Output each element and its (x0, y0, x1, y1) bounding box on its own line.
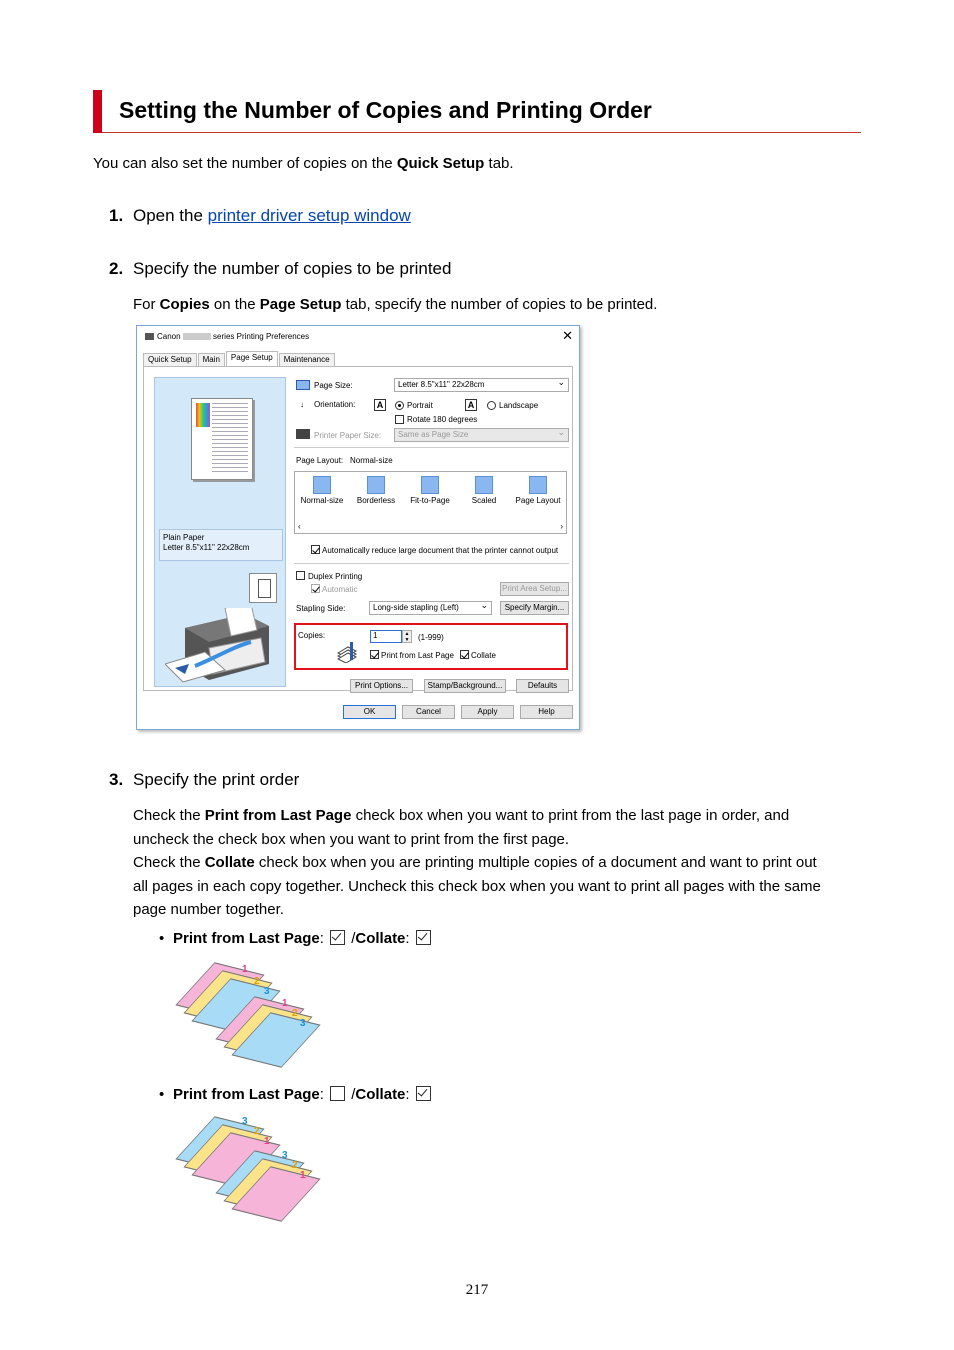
tab-quick-setup[interactable]: Quick Setup (143, 353, 197, 367)
landscape-radio[interactable] (487, 401, 496, 410)
normal-size-icon (313, 476, 331, 494)
printer-paper-size-select[interactable]: Same as Page Size ⌄ (394, 428, 569, 442)
page-number-label: 3 (242, 1116, 248, 1127)
desc-text: Check the (133, 854, 205, 871)
auto-reduce-checkbox[interactable] (311, 545, 320, 554)
step-2-description (133, 293, 657, 317)
rotate-180-checkbox[interactable] (395, 415, 404, 424)
page-number-label: 2 (292, 1160, 298, 1171)
layout-label: Page Layout (515, 496, 561, 505)
collated-forward-order-illustration (178, 1112, 318, 1217)
page-setup-panel (143, 366, 573, 691)
step-number: 1. (109, 206, 124, 225)
auto-reduce-label: Automatically reduce large document that the printer cannot output (322, 546, 559, 555)
duplex-printing-checkbox[interactable] (296, 571, 305, 580)
redacted-model-block (183, 333, 211, 340)
page-layout-list (294, 471, 567, 534)
intro-text: You can also set the number of copies on the (93, 155, 397, 172)
page-number-label: 2 (254, 976, 260, 987)
intro-paragraph (93, 152, 514, 176)
scroll-left-icon[interactable]: ‹ (298, 522, 301, 531)
page-layout-value: Normal-size (350, 456, 393, 465)
bullet-label: Print from Last Page (173, 930, 320, 947)
divider (294, 447, 569, 448)
paper-info-box (159, 529, 283, 561)
print-from-last-page-checkbox[interactable] (370, 650, 379, 659)
intro-bold: Quick Setup (396, 155, 485, 172)
page-number-label: 1 (282, 998, 288, 1009)
portrait-label: Portrait (407, 401, 433, 410)
copies-stack-icon (336, 641, 358, 663)
layout-fit-to-page[interactable] (405, 476, 455, 505)
bullet-dot: • (159, 930, 165, 947)
rotate-180-label: Rotate 180 degrees (407, 415, 478, 424)
layout-scaled[interactable] (459, 476, 509, 505)
bullet-label: Print from Last Page (173, 1086, 320, 1103)
copies-spinner-arrows-icon[interactable]: ▲ ▼ (402, 630, 412, 643)
page-number-label: 1 (300, 1170, 306, 1181)
bullet-label: Collate (355, 1086, 406, 1103)
page-layout-label: Page Layout: (296, 456, 344, 465)
layout-label: Fit-to-Page (410, 496, 450, 505)
orientation-label: Orientation: (314, 400, 356, 409)
desc-line: uncheck the check box when you want to print from the first page. (133, 830, 570, 848)
paper-orientation-icon (249, 573, 277, 603)
apply-button[interactable]: Apply (461, 705, 514, 719)
collated-reverse-order-illustration (178, 958, 318, 1063)
copies-highlight-box (294, 623, 568, 670)
bullet-sep: : (319, 1086, 329, 1103)
tab-maintenance[interactable]: Maintenance (279, 353, 335, 367)
divider (294, 563, 569, 564)
step-number: 3. (109, 770, 124, 789)
title-underline (102, 132, 861, 133)
paper-size-text: Letter 8.5"x11" 22x28cm (163, 543, 250, 552)
duplex-printing-label: Duplex Printing (308, 572, 363, 581)
bullet-label: Collate (355, 930, 406, 947)
help-button[interactable]: Help (520, 705, 573, 719)
defaults-button[interactable]: Defaults (516, 679, 569, 693)
layout-normal-size[interactable] (297, 476, 347, 505)
page-number: 217 (465, 1282, 489, 1298)
bullet-sep: / (347, 930, 356, 947)
tab-page-setup[interactable]: Page Setup (226, 351, 278, 366)
copies-label: Copies: (298, 631, 326, 640)
landscape-label: Landscape (499, 401, 539, 410)
desc-bold: Collate (204, 854, 255, 871)
checked-box-icon (416, 1086, 431, 1101)
page-number-label: 3 (264, 986, 270, 997)
page-number-label: 2 (292, 1008, 298, 1019)
fit-to-page-icon (421, 476, 439, 494)
ok-button[interactable]: OK (343, 705, 396, 719)
page-size-select[interactable]: Letter 8.5"x11" 22x28cm ⌄ (394, 378, 569, 392)
desc-line (133, 851, 821, 875)
portrait-a-icon: A (374, 399, 386, 411)
checked-box-icon (330, 930, 345, 945)
specify-margin-button[interactable]: Specify Margin... (500, 601, 569, 615)
step-number: 2. (109, 259, 124, 278)
desc-text: tab, specify the number of copies to be printed. (341, 296, 658, 313)
step-text: Specify the number of copies to be printed (133, 259, 452, 278)
tab-main[interactable]: Main (198, 353, 225, 367)
layout-label: Borderless (356, 496, 396, 505)
automatic-checkbox[interactable] (311, 584, 320, 593)
page-preview-thumbnail (191, 398, 253, 480)
desc-line: page number together. (133, 901, 284, 918)
bullet-dot: • (159, 1086, 165, 1103)
printing-preferences-dialog (136, 325, 580, 730)
dialog-title-brand: Canon (157, 332, 181, 341)
unchecked-box-icon (330, 1086, 345, 1101)
orientation-arrow-icon: ↓ (300, 400, 304, 409)
step-text: Open the (133, 206, 208, 225)
bullet-sep: : (405, 1086, 414, 1103)
printer-paper-icon (296, 429, 310, 439)
layout-page-layout[interactable] (513, 476, 563, 505)
dialog-title (145, 332, 309, 341)
collate-label: Collate (471, 651, 496, 660)
dialog-tabs (143, 353, 336, 367)
page-layout-icon (529, 476, 547, 494)
layout-label: Scaled (471, 496, 497, 505)
page-size-icon (296, 380, 310, 390)
bullet-sep: / (347, 1086, 356, 1103)
layout-borderless[interactable] (351, 476, 401, 505)
print-from-last-page-label: Print from Last Page (381, 651, 454, 660)
page-number-label: 3 (282, 1150, 288, 1161)
desc-text: For (133, 296, 160, 313)
copies-input[interactable]: 1 (370, 630, 402, 643)
collate-checkbox[interactable] (460, 650, 469, 659)
print-area-setup-button[interactable]: Print Area Setup... (500, 582, 569, 596)
layout-label: Normal-size (300, 496, 344, 505)
desc-line: all pages in each copy together. Uncheck this check box when you want to print all pages with the same (133, 877, 821, 895)
page-number-label: 1 (264, 1136, 270, 1147)
stamp-background-button[interactable]: Stamp/Background... (424, 679, 506, 693)
desc-text: Check the (133, 807, 205, 824)
checked-box-icon (416, 930, 431, 945)
bullet-sep: : (405, 930, 414, 947)
page-number-label: 2 (254, 1126, 260, 1137)
step-2 (109, 259, 452, 279)
step-text: Specify the print order (133, 770, 300, 789)
scroll-right-icon[interactable]: › (560, 522, 563, 531)
stapling-side-label: Stapling Side: (296, 604, 346, 613)
bullet-item-1 (159, 930, 433, 947)
desc-text: on the (209, 296, 260, 313)
desc-line (133, 804, 821, 828)
desc-bold: Print from Last Page (204, 807, 352, 824)
portrait-radio[interactable] (395, 401, 404, 410)
printer-icon (145, 333, 154, 340)
step-3 (109, 770, 300, 790)
cancel-button[interactable]: Cancel (402, 705, 455, 719)
paper-type-text: Plain Paper (163, 533, 205, 542)
printer-driver-setup-link[interactable]: printer driver setup window (207, 206, 411, 225)
preview-pane (154, 377, 286, 687)
page-title: Setting the Number of Copies and Printing Order (119, 97, 652, 123)
printer-paper-size-label: Printer Paper Size: (314, 431, 382, 440)
desc-bold: Copies (159, 296, 210, 313)
bullet-sep: : (319, 930, 329, 947)
desc-bold: Page Setup (259, 296, 342, 313)
step-3-description (133, 804, 821, 922)
automatic-label: Automatic (322, 585, 358, 594)
dialog-title-text: series Printing Preferences (213, 332, 310, 341)
title-accent-bar (93, 90, 102, 133)
bullet-item-2 (159, 1086, 433, 1103)
step-1 (109, 206, 411, 226)
page-number-label: 1 (242, 964, 248, 975)
printer-illustration-icon (165, 608, 277, 686)
copies-range: (1-999) (418, 633, 444, 642)
landscape-a-icon: A (465, 399, 477, 411)
stapling-side-select[interactable]: Long-side stapling (Left) ⌄ (369, 601, 492, 615)
borderless-icon (367, 476, 385, 494)
desc-text: check box when you are printing multiple copies of a document and want to print out (254, 854, 817, 871)
intro-text-end: tab. (484, 155, 514, 172)
print-options-button[interactable]: Print Options... (350, 679, 413, 693)
desc-text: check box when you want to print from the last page in order, and (351, 807, 790, 824)
scaled-icon (475, 476, 493, 494)
page-number-label: 3 (300, 1018, 306, 1029)
close-icon[interactable]: ✕ (562, 328, 573, 343)
page-size-label: Page Size: (314, 381, 353, 390)
